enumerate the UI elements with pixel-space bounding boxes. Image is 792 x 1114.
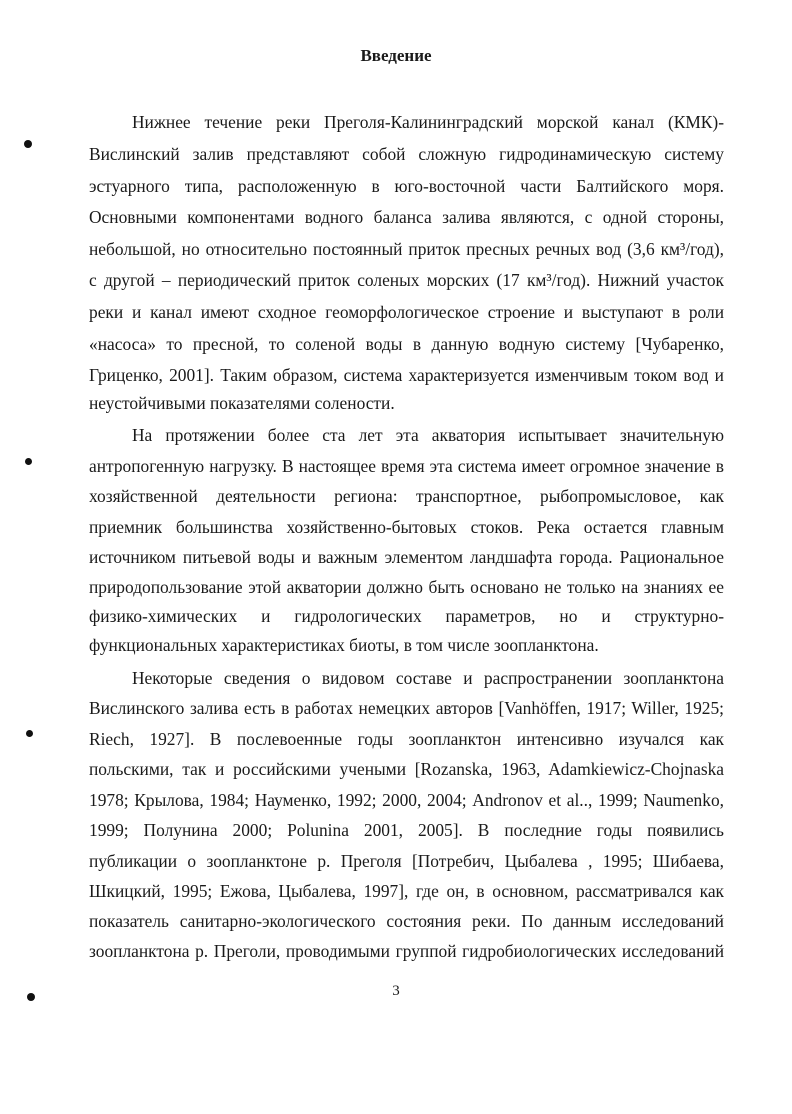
text-line: эстуарного типа, расположенную в юго-восточной части Балтийского моря.	[89, 176, 724, 196]
text-line: небольшой, но относительно постоянный приток пресных речных вод (3,6 км³/год),	[89, 239, 724, 259]
text-line: Основными компонентами водного баланса залива являются, с одной стороны,	[89, 207, 724, 227]
text-line: приемник большинства хозяйственно-бытовых стоков. Река остается главным	[89, 517, 724, 537]
hole-punch-mark	[25, 458, 32, 465]
text-line: Нижнее течение реки Преголя-Калининградский морской канал (КМК)-	[132, 112, 724, 132]
text-line: реки и канал имеют сходное геоморфологическое строение и выступают в роли	[89, 302, 724, 322]
text-line: публикации о зоопланктоне р. Преголя [Потребич, Цыбалева , 1995; Шибаева,	[89, 851, 724, 871]
hole-punch-mark	[26, 730, 33, 737]
text-line: физико-химических и гидрологических параметров, но и структурно-	[89, 606, 724, 626]
text-line: с другой – периодический приток соленых морских (17 км³/год). Нижний участок	[89, 270, 724, 290]
page-number: 3	[392, 983, 400, 999]
text-line: зоопланктона р. Преголи, проводимыми группой гидробиологических исследований	[89, 941, 724, 961]
text-line: хозяйственной деятельности региона: транспортное, рыбопромысловое, как	[89, 486, 724, 506]
text-line: показатель санитарно-экологического состояния реки. По данным исследований	[89, 911, 724, 931]
text-line: Гриценко, 2001]. Таким образом, система характеризуется изменчивым током вод и	[89, 365, 724, 385]
text-line: 1999; Полунина 2000; Polunina 2001, 2005]. В последние годы появились	[89, 820, 724, 840]
text-line: Шкицкий, 1995; Ежова, Цыбалева, 1997], где он, в основном, рассматривался как	[89, 881, 724, 901]
text-line: «насоса» то пресной, то соленой воды в данную водную систему [Чубаренко,	[89, 334, 724, 354]
text-line: Некоторые сведения о видовом составе и распространении зоопланктона	[132, 668, 724, 688]
text-line: Вислинский залив представляют собой сложную гидродинамическую систему	[89, 144, 724, 164]
text-line: 1978; Крылова, 1984; Науменко, 1992; 2000, 2004; Andronov et al.., 1999; Naumenko,	[89, 790, 724, 810]
text-line: неустойчивыми показателями солености.	[89, 393, 395, 413]
text-line: польскими, так и российскими учеными [Rozanska, 1963, Adamkiewicz-Chojnaska	[89, 759, 724, 779]
text-line: Вислинского залива есть в работах немецких авторов [Vanhöffen, 1917; Willer, 1925;	[89, 698, 724, 718]
text-line: На протяжении более ста лет эта акватория испытывает значительную	[132, 425, 724, 445]
text-line: антропогенную нагрузку. В настоящее время эта система имеет огромное значение в	[89, 456, 724, 476]
text-line: природопользование этой акватории должно быть основано не только на знаниях ее	[89, 577, 724, 597]
text-line: Riech, 1927]. В послевоенные годы зоопланктон интенсивно изучался как	[89, 729, 724, 749]
hole-punch-mark	[24, 140, 32, 148]
text-line: функциональных характеристиках биоты, в том числе зоопланктона.	[89, 635, 599, 655]
page-title: Введение	[360, 46, 432, 65]
text-line: источником питьевой воды и важным элементом ландшафта города. Рациональное	[89, 547, 724, 567]
hole-punch-mark	[27, 993, 35, 1001]
